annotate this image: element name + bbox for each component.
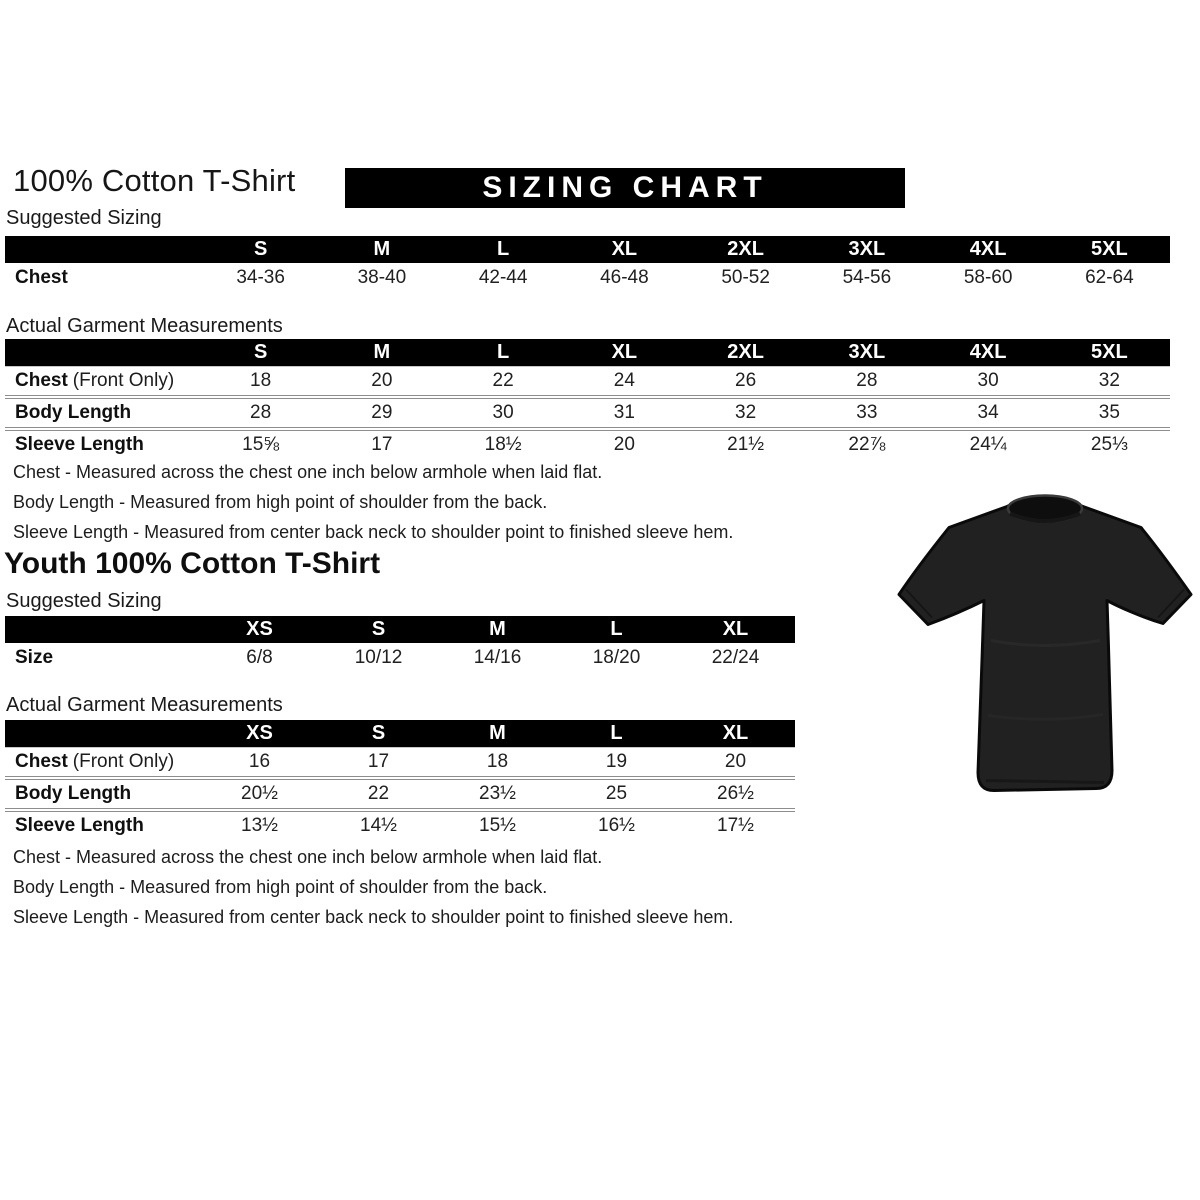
row-label-text: Body Length (15, 402, 132, 423)
size-header-l: L (443, 236, 564, 263)
cell: 34 (928, 397, 1049, 429)
table-header-row (5, 236, 1170, 263)
cell: 58-60 (963, 266, 1013, 288)
size-header-2xl: 2XL (685, 339, 806, 367)
cell: 25⅓ (1049, 429, 1170, 459)
cell: 15⅝ (200, 429, 321, 459)
table-header-row (5, 339, 1170, 367)
table-row-sleeve-length (5, 429, 1170, 459)
youth-suggested-sizing-table (5, 616, 795, 672)
cell: 15½ (438, 810, 557, 840)
cell: 30 (977, 370, 999, 391)
cell: 20 (564, 429, 685, 459)
cell: 28 (200, 397, 321, 429)
adult-suggested-sizing-label: Suggested Sizing (6, 207, 162, 229)
table-row-size (5, 643, 795, 672)
cell: 20 (724, 751, 747, 772)
size-header-s: S (319, 720, 438, 748)
cell: 14/16 (473, 646, 522, 668)
cell: 38-40 (357, 266, 407, 288)
size-header-5xl: 5XL (1049, 236, 1170, 263)
cell: 23½ (438, 778, 557, 810)
row-label (5, 778, 200, 810)
page-title: 100% Cotton T-Shirt (13, 163, 296, 198)
row-label-text: Sleeve Length (15, 815, 144, 836)
cell: 10/12 (354, 646, 403, 668)
size-header-l: L (557, 616, 676, 643)
adult-measurement-notes (13, 457, 733, 547)
size-header-l: L (557, 720, 676, 748)
size-header-xl: XL (676, 616, 795, 643)
sizing-chart-banner: SIZING CHART (345, 168, 905, 208)
cell: 22 (492, 370, 514, 391)
adult-suggested-sizing-table (5, 236, 1170, 292)
cell: 30 (443, 397, 564, 429)
row-label (5, 810, 200, 840)
note-sleeve-length: Sleeve Length - Measured from center back neck to shoulder point to finished sleeve hem. (13, 522, 734, 542)
youth-actual-measurements-table (5, 720, 795, 840)
row-label-suffix: (Front Only) (72, 751, 175, 772)
table-header-row (5, 720, 795, 748)
cell: 26 (735, 370, 757, 391)
size-header-s: S (200, 236, 321, 263)
cell: 32 (685, 397, 806, 429)
row-label-text: Body Length (15, 783, 132, 804)
youth-section-title: Youth 100% Cotton T-Shirt (4, 547, 381, 580)
row-label-text: Chest (15, 751, 68, 772)
size-header-xl: XL (564, 339, 685, 367)
adult-actual-measurements-label: Actual Garment Measurements (6, 315, 283, 337)
size-header-4xl: 4XL (928, 339, 1049, 367)
cell: 24¼ (928, 429, 1049, 459)
size-header-4xl: 4XL (928, 236, 1049, 263)
size-header-2xl: 2XL (685, 236, 806, 263)
row-label: Size (15, 646, 54, 668)
size-header-3xl: 3XL (806, 339, 927, 367)
cell: 22⅞ (806, 429, 927, 459)
cell: 33 (806, 397, 927, 429)
cell: 18½ (443, 429, 564, 459)
size-header-xs: XS (200, 616, 319, 643)
header-spacer (5, 339, 200, 367)
size-header-xl: XL (564, 236, 685, 263)
table-row-sleeve-length (5, 810, 795, 840)
size-header-xl: XL (676, 720, 795, 748)
cell: 22/24 (711, 646, 760, 668)
cell: 20 (371, 370, 393, 391)
cell: 16½ (557, 810, 676, 840)
cell: 14½ (319, 810, 438, 840)
note-sleeve-length: Sleeve Length - Measured from center back neck to shoulder point to finished sleeve hem. (13, 907, 734, 927)
size-header-m: M (438, 616, 557, 643)
note-body-length: Body Length - Measured from high point of shoulder from the back. (13, 492, 548, 512)
size-header-5xl: 5XL (1049, 339, 1170, 367)
size-header-s: S (200, 339, 321, 367)
cell: 32 (1098, 370, 1120, 391)
cell: 54-56 (842, 266, 892, 288)
cell: 18 (486, 751, 509, 772)
cell: 6/8 (246, 646, 273, 668)
table-row-body-length (5, 778, 795, 810)
note-body-length: Body Length - Measured from high point of shoulder from the back. (13, 877, 548, 897)
row-label (5, 367, 200, 398)
cell: 17 (367, 751, 390, 772)
cell: 26½ (676, 778, 795, 810)
note-chest: Chest - Measured across the chest one inch below armhole when laid flat. (13, 847, 603, 867)
size-header-3xl: 3XL (806, 236, 927, 263)
size-header-m: M (321, 339, 442, 367)
cell: 46-48 (600, 266, 649, 288)
cell: 18/20 (592, 646, 641, 668)
table-row-chest (5, 748, 795, 779)
row-label: Chest (15, 266, 68, 288)
cell: 35 (1049, 397, 1170, 429)
cell: 29 (321, 397, 442, 429)
note-chest: Chest - Measured across the chest one inch below armhole when laid flat. (13, 462, 603, 482)
cell: 13½ (200, 810, 319, 840)
cell: 17 (321, 429, 442, 459)
cell: 18 (250, 370, 272, 391)
size-header-m: M (321, 236, 442, 263)
size-header-l: L (443, 339, 564, 367)
row-label (5, 429, 200, 459)
row-label-text: Sleeve Length (15, 434, 144, 455)
adult-actual-measurements-table (5, 339, 1170, 459)
cell: 22 (319, 778, 438, 810)
cell: 50-52 (721, 266, 770, 288)
row-label (5, 397, 200, 429)
cell: 28 (856, 370, 878, 391)
cell: 31 (564, 397, 685, 429)
table-row-chest (5, 263, 1170, 292)
youth-actual-measurements-label: Actual Garment Measurements (6, 694, 283, 716)
cell: 19 (605, 751, 628, 772)
cell: 20½ (200, 778, 319, 810)
cell: 17½ (676, 810, 795, 840)
cell: 16 (248, 751, 271, 772)
row-label-suffix: (Front Only) (72, 370, 175, 391)
header-spacer (5, 720, 200, 748)
youth-suggested-sizing-label: Suggested Sizing (6, 590, 162, 612)
size-header-s: S (319, 616, 438, 643)
tshirt-product-image (894, 489, 1196, 804)
cell: 34-36 (236, 266, 285, 288)
table-row-chest (5, 367, 1170, 398)
header-spacer (5, 616, 200, 643)
size-header-m: M (438, 720, 557, 748)
table-row-body-length (5, 397, 1170, 429)
header-spacer (5, 236, 200, 263)
size-header-xs: XS (200, 720, 319, 748)
row-label-text: Chest (15, 370, 68, 391)
cell: 42-44 (478, 266, 528, 288)
cell: 25 (557, 778, 676, 810)
tshirt-bottom-hem (986, 781, 1104, 783)
cell: 62-64 (1085, 266, 1134, 288)
table-header-row (5, 616, 795, 643)
row-label (5, 748, 200, 779)
youth-measurement-notes (13, 842, 733, 932)
black-tshirt-graphic (894, 489, 1196, 804)
cell: 24 (613, 370, 635, 391)
cell: 21½ (685, 429, 806, 459)
